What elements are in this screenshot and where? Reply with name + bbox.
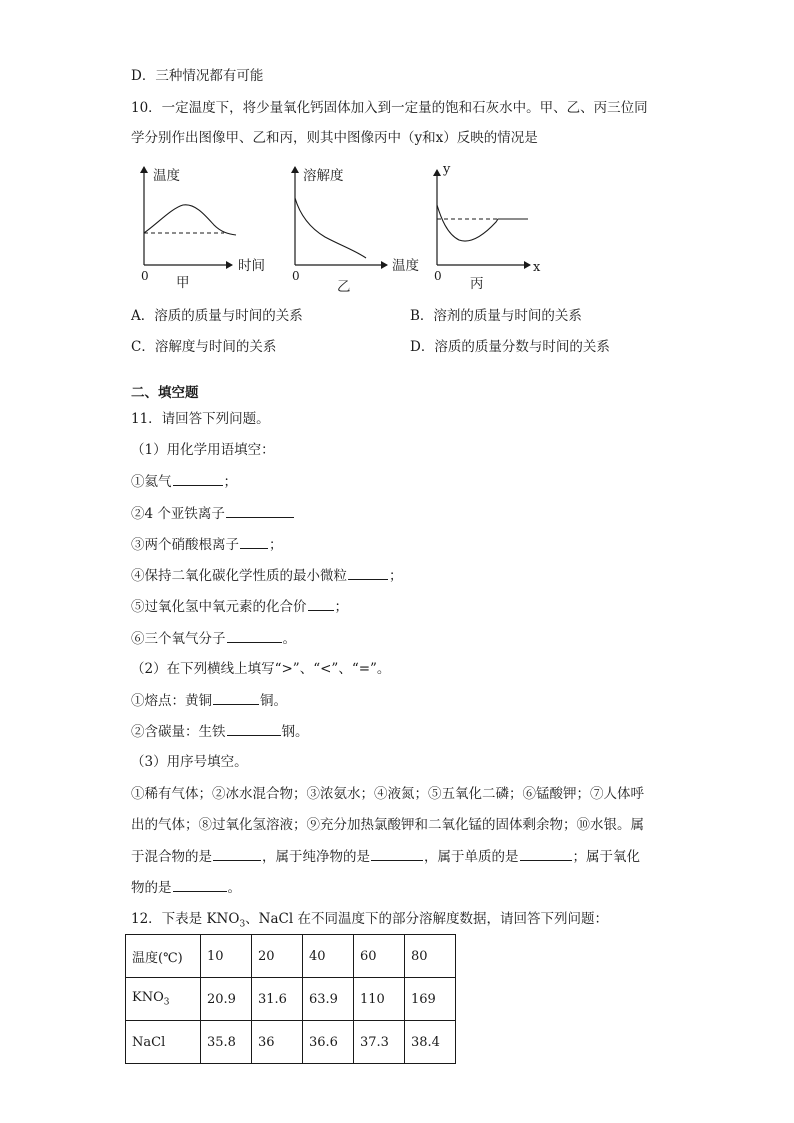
table-row <box>126 978 456 1021</box>
graph-jia-origin: 0 <box>141 269 149 283</box>
table-cell: 35.8 <box>201 1021 252 1064</box>
section-title-fill-in: 二、填空题 <box>131 385 199 401</box>
table-cell: 31.6 <box>252 978 303 1021</box>
table-row <box>126 1021 456 1064</box>
graph-bing <box>434 162 541 292</box>
table-header-cell: 温度(℃) <box>126 935 201 978</box>
q11-item4: ④保持二氧化碳化学性质的最小微粒 ； <box>131 565 403 586</box>
answer-blank[interactable] <box>520 846 572 861</box>
q11-item1: ①氦气 ； <box>131 471 237 492</box>
table-header-cell: 60 <box>354 935 405 978</box>
q10-graphs <box>0 0 794 300</box>
answer-blank[interactable] <box>213 690 259 705</box>
q10-stem-line1: 10．一定温度下，将少量氧化钙固体加入到一定量的饱和石灰水中。甲、乙、丙三位同 <box>131 100 648 116</box>
q11-item6: ⑥三个氧气分子 。 <box>131 628 296 649</box>
q11-item5: ⑤过氧化氢中氧元素的化合价 ； <box>131 596 348 617</box>
q10-option-b: B．溶剂的质量与时间的关系 <box>410 308 582 324</box>
table-cell: 20.9 <box>201 978 252 1021</box>
graph-yi-curve <box>295 198 366 258</box>
table-row <box>126 935 456 978</box>
table-header-cell: 10 <box>201 935 252 978</box>
q12-stem: 12．下表是 $KNO_3$、NaCl 在不同温度下的部分溶解度数据，请回答下列问题： <box>131 911 608 930</box>
answer-blank[interactable] <box>226 503 294 518</box>
table-cell: 38.4 <box>405 1021 456 1064</box>
graph-yi-xlabel: 温度 <box>392 258 419 274</box>
graph-yi-ylabel: 溶解度 <box>303 168 344 184</box>
q9-option-d: D．三种情况都有可能 <box>131 68 264 84</box>
q11-compare2: ②含碳量：生铁 钢。 <box>131 721 309 742</box>
q11-part3-line1: ①稀有气体；②冰水混合物；③浓氨水；④液氮；⑤五氧化二磷；⑥锰酸钾；⑦人体呼 <box>131 786 644 802</box>
graph-bing-ylabel: y <box>443 162 451 177</box>
solubility-table <box>125 934 456 1064</box>
graph-yi-origin: 0 <box>292 269 300 283</box>
table-row-label: $KNO_3$ <box>126 978 201 1021</box>
table-header-cell: 20 <box>252 935 303 978</box>
graph-jia-ylabel: 温度 <box>153 168 180 184</box>
answer-blank[interactable] <box>213 846 261 861</box>
table-cell: 36.6 <box>303 1021 354 1064</box>
graph-jia <box>141 167 265 291</box>
q11-item3: ③两个硝酸根离子 ； <box>131 534 283 555</box>
q11-stem: 11．请回答下列问题。 <box>131 411 270 427</box>
q11-part3: （3）用序号填空。 <box>131 754 248 770</box>
graph-bing-caption: 丙 <box>470 276 484 292</box>
q11-part3-line2: 出的气体；⑧过氧化氢溶液；⑨充分加热氯酸钾和二氧化锰的固体剩余物；⑩水银。属 <box>131 817 644 833</box>
graph-jia-caption: 甲 <box>176 275 190 291</box>
q11-part1: （1）用化学用语填空： <box>131 442 275 458</box>
answer-blank[interactable] <box>240 534 268 549</box>
table-cell: 37.3 <box>354 1021 405 1064</box>
q10-stem-line2: 学分别作出图像甲、乙和丙，则其中图像丙中（y和x）反映的情况是 <box>131 130 538 146</box>
answer-blank[interactable] <box>173 471 223 486</box>
graph-bing-origin: 0 <box>434 269 442 283</box>
answer-blank[interactable] <box>371 846 423 861</box>
answer-blank[interactable] <box>348 565 388 580</box>
q11-compare1: ①熔点：黄铜 铜。 <box>131 690 287 711</box>
graph-jia-xlabel: 时间 <box>238 258 265 274</box>
q11-item2: ②4 个亚铁离子 <box>131 503 295 524</box>
answer-blank[interactable] <box>173 877 227 892</box>
q10-option-c: C．溶解度与时间的关系 <box>131 339 277 355</box>
table-row-label: NaCl <box>126 1021 201 1064</box>
table-cell: 36 <box>252 1021 303 1064</box>
answer-blank[interactable] <box>227 628 282 643</box>
graph-yi-caption: 乙 <box>337 279 351 295</box>
table-cell: 169 <box>405 978 456 1021</box>
q11-part3-line3: 于混合物的是 ，属于纯净物的是 ，属于单质的是 ；属于氧化 <box>131 846 640 867</box>
answer-blank[interactable] <box>308 596 334 611</box>
q11-part3-line4: 物的是 。 <box>131 877 241 898</box>
graph-bing-xlabel: x <box>533 260 541 275</box>
table-header-cell: 80 <box>405 935 456 978</box>
q11-part2: （2）在下列横线上填写“>”、“<”、“=”。 <box>131 661 391 677</box>
q10-option-d: D．溶质的质量分数与时间的关系 <box>410 339 610 355</box>
table-header-cell: 40 <box>303 935 354 978</box>
graph-jia-curve <box>144 205 236 235</box>
table-cell: 110 <box>354 978 405 1021</box>
graph-yi <box>292 167 419 295</box>
answer-blank[interactable] <box>227 721 281 736</box>
table-cell: 63.9 <box>303 978 354 1021</box>
q10-option-a: A．溶质的质量与时间的关系 <box>131 308 303 324</box>
graph-bing-curve <box>437 205 528 241</box>
